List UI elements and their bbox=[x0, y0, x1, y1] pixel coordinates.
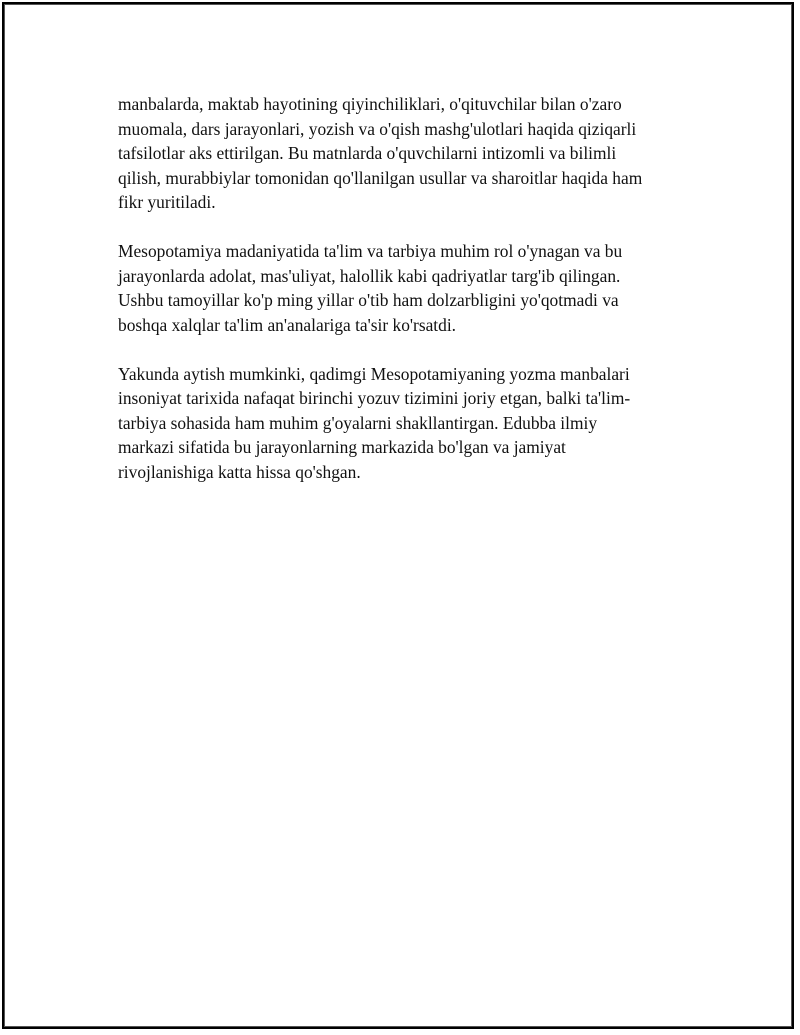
paragraph-line: rivojlanishiga katta hissa qo'shgan. bbox=[118, 461, 361, 482]
paragraph-line: markazi sifatida bu jarayonlarning markazida bo'lgan va jamiyat bbox=[118, 437, 566, 457]
paragraph-line: muomala, dars jarayonlari, yozish va o'qish mashg'ulotlari haqida qiziqarli bbox=[118, 118, 637, 139]
paragraph-line: manbalarda, maktab hayotining qiyinchiliklari, o'qituvchilar bilan o'zaro bbox=[118, 94, 622, 114]
paragraph-line: insoniyat tarixida nafaqat birinchi yozuv tizimini joriy etgan, balki ta'lim- bbox=[118, 388, 631, 408]
paragraph-3 bbox=[118, 362, 688, 485]
paragraph-line: Mesopotamiya madaniyatida ta'lim va tarbiya muhim rol o'ynagan va bu bbox=[118, 241, 623, 261]
paragraph-1 bbox=[118, 92, 688, 215]
paragraph-2 bbox=[118, 239, 688, 337]
paragraph-line: boshqa xalqlar ta'lim an'analariga ta'sir ko'rsatdi. bbox=[118, 314, 457, 335]
paragraph-line: qilish, murabbiylar tomonidan qo'llanilgan usullar va sharoitlar haqida ham bbox=[118, 167, 643, 188]
paragraph-line: Ushbu tamoyillar ko'p ming yillar o'tib ham dolzarbligini yo'qotmadi va bbox=[118, 290, 619, 310]
paragraph-line: tafsilotlar aks ettirilgan. Bu matnlarda o'quvchilarni intizomli va bilimli bbox=[118, 143, 617, 163]
paragraph-line: fikr yuritiladi. bbox=[118, 192, 216, 212]
document-body bbox=[118, 92, 688, 509]
paragraph-line: tarbiya sohasida ham muhim g'oyalarni shakllantirgan. Edubba ilmiy bbox=[118, 412, 598, 433]
paragraph-line: Yakunda aytish mumkinki, qadimgi Mesopotamiyaning yozma manbalari bbox=[118, 363, 630, 384]
paragraph-line: jarayonlarda adolat, mas'uliyat, halollik kabi qadriyatlar targ'ib qilingan. bbox=[118, 265, 621, 286]
